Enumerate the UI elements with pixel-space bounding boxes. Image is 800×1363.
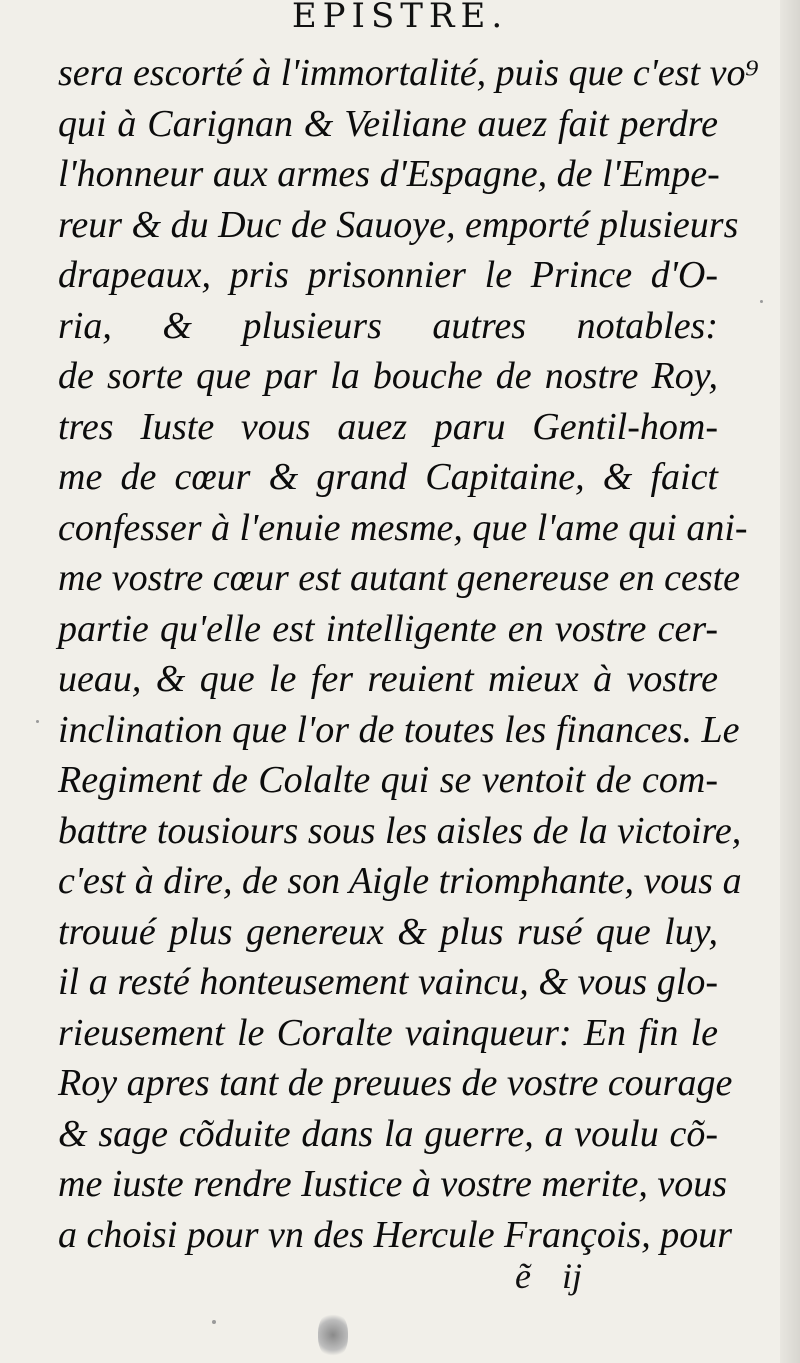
text-line: il a resté honteusement vaincu, & vous glo-	[58, 961, 718, 1003]
text-line: me iuste rendre Iustice à vostre merite, vous	[58, 1163, 728, 1205]
text-line: rieusement le Coralte vainqueur: En fin le	[58, 1011, 718, 1054]
text-line: me vostre cœur est autant genereuse en ceste	[58, 557, 741, 599]
text-line: drapeaux, pris prisonnier le Prince d'O-	[58, 254, 718, 296]
paper-speck	[36, 720, 39, 723]
text-line: Roy apres tant de preuues de vostre courage	[58, 1062, 733, 1104]
text-line: & sage cõduite dans la guerre, a voulu cõ-	[58, 1112, 718, 1155]
paper-speck	[760, 300, 763, 303]
text-line: c'est à dire, de son Aigle triomphante, vous a	[58, 860, 742, 902]
text-line: partie qu'elle est intelligente en vostre cer-	[58, 607, 718, 650]
text-line: sera escorté à l'immortalité, puis que c'est vo⁹	[58, 52, 759, 94]
body-text	[58, 48, 759, 1260]
text-line: inclination que l'or de toutes les finances. Le	[58, 708, 740, 751]
text-line: ueau, & que le fer reuient mieux à vostre	[58, 658, 718, 700]
text-line: de sorte que par la bouche de nostre Roy,	[58, 355, 718, 397]
page-edge	[780, 0, 800, 1363]
text-line: confesser à l'enuie mesme, que l'ame qui ani-	[58, 506, 748, 549]
text-line: Regiment de Colalte qui se ventoit de com-	[58, 759, 718, 801]
text-line: ria, & plusieurs autres notables:	[58, 304, 718, 347]
text-line: qui à Carignan & Veiliane auez fait perdre	[58, 102, 718, 145]
text-line: l'honneur aux armes d'Espagne, de l'Empe-	[58, 153, 720, 195]
text-line: a choisi pour vn des Hercule François, pour	[58, 1213, 733, 1256]
text-line: trouué plus genereux & plus rusé que luy,	[58, 910, 718, 953]
text-line: tres Iuste vous auez paru Gentil-hom-	[58, 405, 718, 448]
text-line: battre tousiours sous les aisles de la victoire,	[58, 809, 742, 852]
ink-stain	[318, 1312, 348, 1358]
text-line: me de cœur & grand Capitaine, & faict	[58, 456, 718, 498]
paper-speck	[212, 1320, 216, 1324]
running-title: EPISTRE.	[291, 0, 509, 36]
text-line: reur & du Duc de Sauoye, emporté plusieurs	[58, 203, 739, 246]
signature-mark: ẽ ij	[515, 1256, 582, 1296]
